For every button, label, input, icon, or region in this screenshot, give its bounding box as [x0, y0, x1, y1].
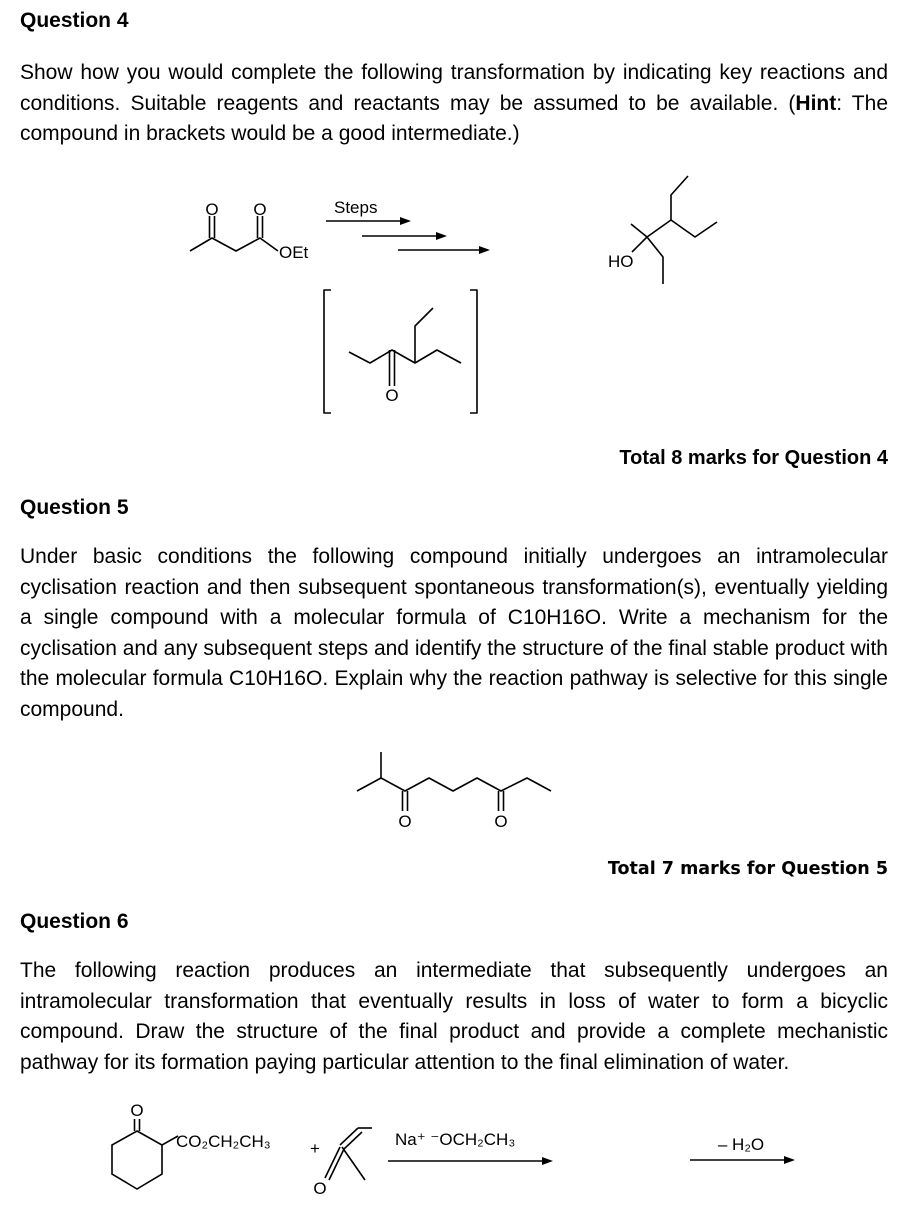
- mvk-vinyl-b: [344, 1132, 362, 1149]
- question-4-heading: Question 4: [20, 9, 129, 32]
- question-5-heading: Question 5: [20, 496, 129, 519]
- reactant-oet: OEt: [279, 243, 309, 262]
- question-5-text: Under basic conditions the following compound initially undergoes an intramolecular cyclisation reaction and then subsequent spontaneous transformation(s), eventually yielding a single compound with a molecular formula of C10H16O. Write a mechanism for the cyclisation and any subsequent steps and identify the structure of the final stable product with the molecular formula C10H16O. Explain why the reaction pathway is selective for this single compound.: [20, 545, 888, 721]
- dehydration-label: – H₂O: [717, 1135, 765, 1154]
- mvk-o: O: [313, 1179, 327, 1198]
- plus-sign: +: [310, 1139, 320, 1158]
- mvk-vinyl-a: [340, 1128, 358, 1145]
- reactant-ester-o: O: [253, 200, 267, 219]
- hint-label: Hint: [795, 91, 837, 115]
- question-4-total: Total 8 marks for Question 4: [619, 447, 888, 469]
- cyclohexanone-ring: [112, 1131, 162, 1189]
- question-5-total: Total 7 marks for Question 5: [607, 859, 888, 879]
- reactant-ketone-o: O: [205, 200, 219, 219]
- intermediate-o: O: [385, 386, 399, 405]
- ester-group-label: CO₂CH₂CH₃: [176, 1132, 271, 1151]
- product-ho: HO: [608, 252, 634, 271]
- dehydration-arrow-head: [784, 1156, 795, 1164]
- question-6-heading: Question 6: [20, 910, 129, 933]
- mvk-c-ch3: [342, 1147, 365, 1180]
- cyclohexanone-o: O: [130, 1101, 144, 1120]
- diketone-o-1: O: [398, 812, 412, 831]
- question-4-text-a: Show how you would complete the following transformation by indicating key reactions and conditions. Suitable reagents and reactants may be assumed to be available. (: [20, 61, 888, 115]
- reagent-arrow-head: [542, 1157, 553, 1165]
- diketone-o-2: O: [494, 812, 508, 831]
- question-4-text-b: : The compound in brackets would be a good intermediate.): [20, 91, 888, 145]
- question-6-text: The following reaction produces an intermediate that subsequently undergoes an intramolecular transformation that eventually results in loss of water to form a bicyclic compound. Draw the structure of the final product and provide a complete mechanistic pathway for its formation paying particular attention to the final elimination of water.: [20, 959, 888, 1074]
- steps-label: Steps: [334, 198, 378, 217]
- reagent-label: Na⁺ ⁻OCH₂CH₃: [395, 1130, 516, 1149]
